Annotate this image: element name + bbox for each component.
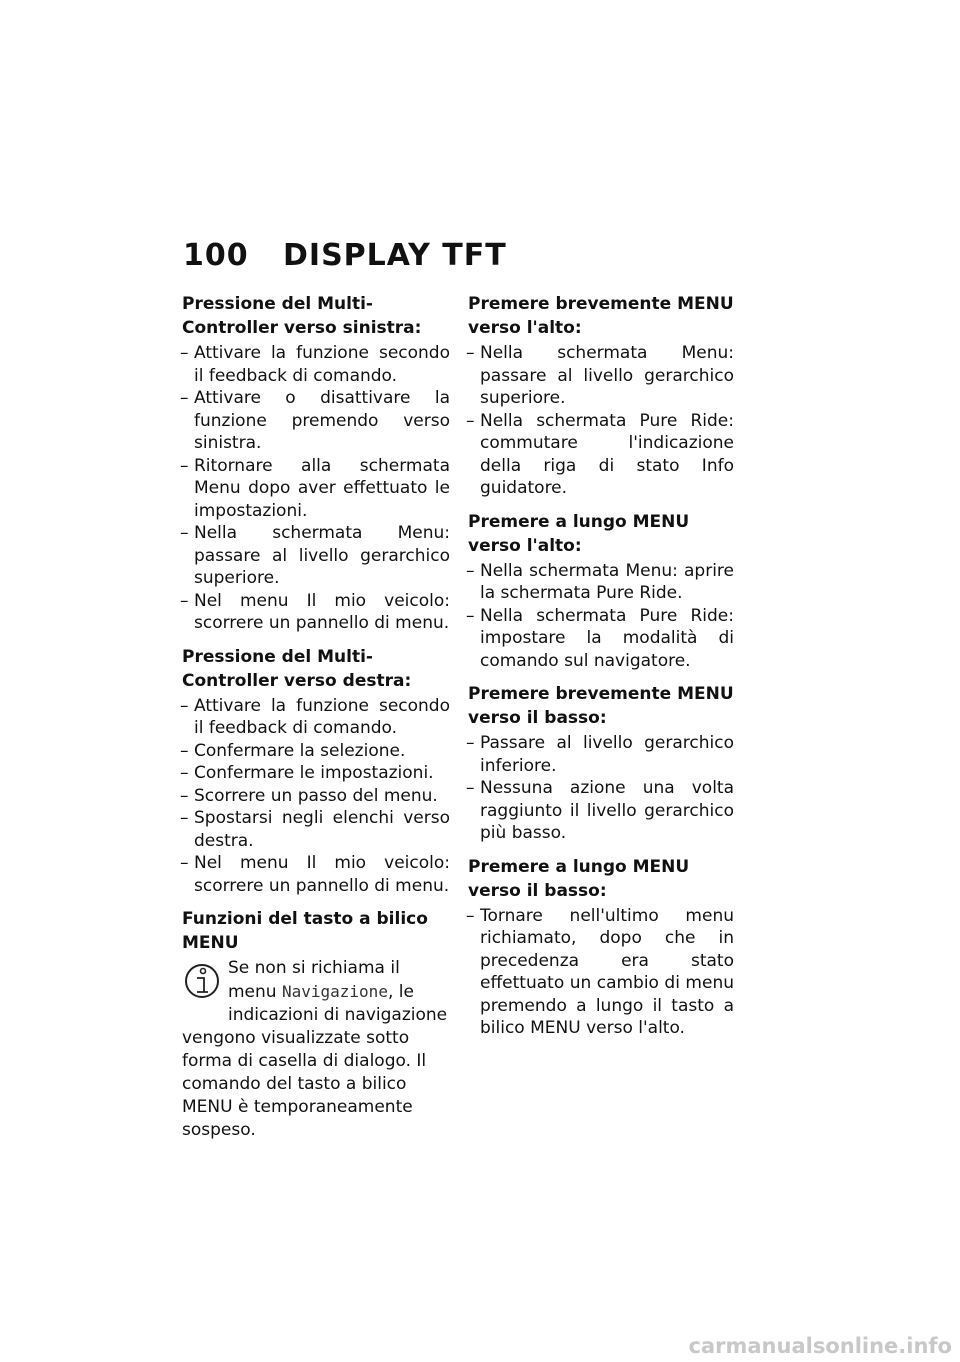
- section-heading: Premere a lungo MENU verso il basso:: [468, 856, 690, 901]
- section-heading: Premere brevemente MENU verso il basso:: [468, 684, 734, 728]
- section-left-2: [182, 645, 450, 898]
- info-icon: [182, 961, 222, 1005]
- bullet-list: [468, 732, 734, 845]
- list-item: – Nella schermata Menu: passare al livello gerarchico superiore.: [182, 522, 450, 590]
- note-text-start: Se non si richiama il menu: [228, 958, 400, 1002]
- bullet-list: [182, 695, 450, 898]
- page-title: DISPLAY TFT: [283, 238, 507, 273]
- note-text-end: , le indicazioni di navigazione vengono visualizzate sotto forma di casella di dialogo. Il comando del tasto a bilico MENU è temporaneamente sospeso.: [182, 982, 448, 1140]
- bullet-list: [182, 342, 450, 635]
- list-item: – Spostarsi negli elenchi verso destra.: [182, 807, 450, 852]
- list-item: – Attivare la funzione secondo il feedback di comando.: [182, 695, 450, 740]
- list-item: – Nella schermata Pure Ride: impostare la modalità di comando sul navigatore.: [468, 605, 734, 673]
- list-item: – Nella schermata Menu: aprire la schermata Pure Ride.: [468, 560, 734, 605]
- section-heading: Premere a lungo MENU verso l'alto:: [468, 511, 690, 556]
- bullet-list: [468, 342, 734, 500]
- list-item: – Nella schermata Pure Ride: commutare l'indicazione della riga di stato Info guidatore.: [468, 410, 734, 500]
- right-column: [468, 292, 734, 1050]
- list-item: – Confermare la selezione.: [182, 740, 450, 763]
- left-column: [182, 292, 450, 1152]
- section-heading: Funzioni del tasto a bilico MENU: [182, 909, 428, 953]
- list-item: – Tornare nell'ultimo menu richiamato, dopo che in precedenza era stato effettuato un cambio di menu premendo a lungo il tasto a bilico MENU verso l'alto.: [468, 905, 734, 1040]
- section-right-1: [468, 292, 734, 500]
- list-item: – Nessuna azione una volta raggiunto il livello gerarchico più basso.: [468, 777, 734, 845]
- list-item: – Scorrere un passo del menu.: [182, 785, 450, 808]
- section-right-3: [468, 682, 734, 845]
- note-code: Navigazione: [281, 982, 388, 1001]
- section-right-2: [468, 510, 734, 673]
- list-item: – Confermare le impostazioni.: [182, 762, 450, 785]
- list-item: – Passare al livello gerarchico inferiore.: [468, 732, 734, 777]
- list-item: – Nel menu Il mio veicolo: scorrere un pannello di menu.: [182, 590, 450, 635]
- page-number: 100: [183, 238, 249, 273]
- list-item: – Attivare o disattivare la funzione premendo verso sinistra.: [182, 387, 450, 455]
- list-item: – Nel menu Il mio veicolo: scorrere un pannello di menu.: [182, 852, 450, 897]
- watermark: carmanualsonline.info: [688, 1334, 952, 1358]
- info-note: [182, 957, 450, 1142]
- section-left-1: [182, 292, 450, 635]
- section-right-4: [468, 855, 734, 1040]
- section-left-3: [182, 907, 450, 1142]
- section-heading: Pressione del Multi-Controller verso sinistra:: [182, 294, 422, 338]
- bullet-list: [468, 905, 734, 1040]
- bullet-list: [468, 560, 734, 673]
- list-item: – Attivare la funzione secondo il feedback di comando.: [182, 342, 450, 387]
- list-item: – Nella schermata Menu: passare al livello gerarchico superiore.: [468, 342, 734, 410]
- section-heading: Pressione del Multi-Controller verso destra:: [182, 646, 412, 691]
- page-header: [183, 238, 507, 273]
- list-item: – Ritornare alla schermata Menu dopo aver effettuato le impostazioni.: [182, 455, 450, 523]
- section-heading: Premere brevemente MENU verso l'alto:: [468, 294, 734, 338]
